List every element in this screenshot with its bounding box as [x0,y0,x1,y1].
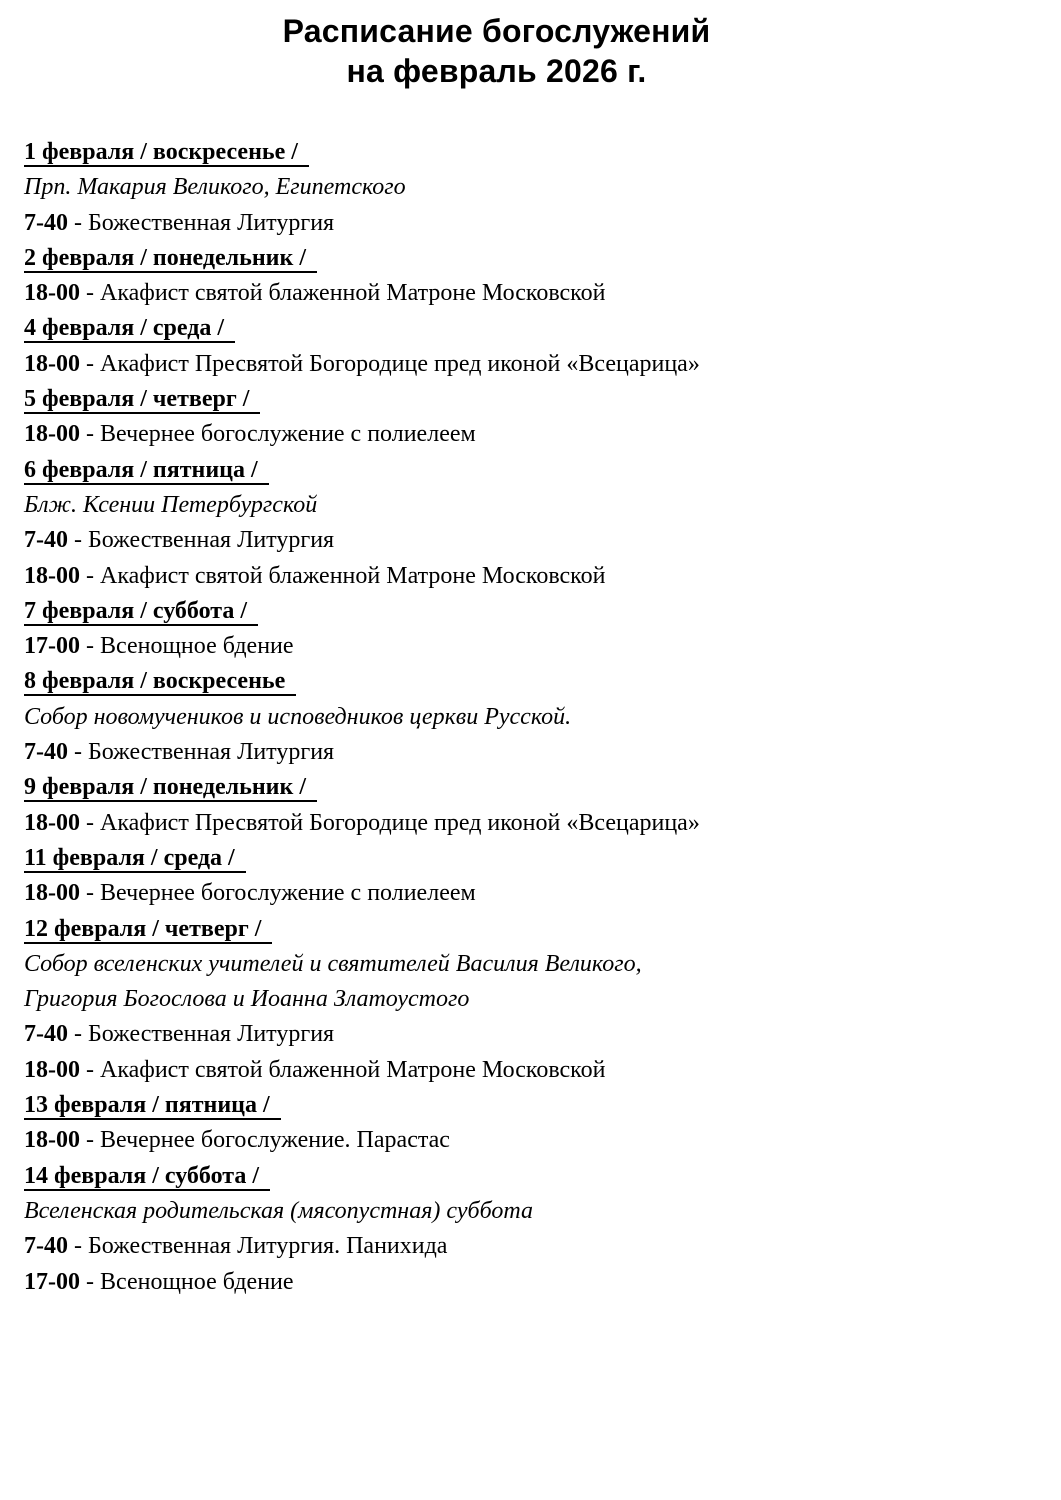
separator: - [80,562,100,589]
schedule-entry [24,841,969,912]
separator: - [80,1268,100,1295]
date-heading: 12 февраля / четверг / [24,917,272,944]
service-time: 7-40 [24,527,68,554]
separator: - [68,1021,88,1048]
schedule-entry [24,912,969,1088]
schedule-entry [24,770,969,841]
service-name: Божественная Литургия [88,209,335,236]
separator: - [68,527,88,554]
date-heading: 6 февраля / пятница / [24,458,269,485]
service-name: Акафист святой блаженной Матроне Московской [100,562,606,589]
schedule-entry [24,453,969,594]
schedule-entry [24,1088,969,1159]
service-name: Божественная Литургия [88,1021,335,1048]
service-line [24,1123,969,1158]
service-name: Божественная Литургия. Панихида [88,1233,448,1260]
date-heading: 9 февраля / понедельник / [24,775,317,802]
date-heading: 2 февраля / понедельник / [24,246,317,273]
service-line [24,206,969,241]
service-time: 18-00 [24,880,80,907]
feast-note: Прп. Макария Великого, Египетского [24,174,406,201]
service-time: 18-00 [24,1127,80,1154]
service-time: 7-40 [24,209,68,236]
feast-note: Собор вселенских учителей и святителей Василия Великого, [24,950,642,977]
service-name: Акафист Пресвятой Богородице пред иконой «Всецарица» [100,350,700,377]
service-time: 7-40 [24,1021,68,1048]
service-time: 18-00 [24,280,80,307]
service-line [24,417,969,452]
service-line [24,276,969,311]
date-heading: 5 февраля / четверг / [24,387,260,414]
service-name: Божественная Литургия [88,739,335,766]
date-heading: 11 февраля / среда / [24,846,246,873]
service-time: 7-40 [24,739,68,766]
date-heading: 7 февраля / суббота / [24,599,258,626]
service-line [24,559,969,594]
title-line-2: на февраль 2026 г. [346,53,647,89]
feast-note: Григория Богослова и Иоанна Златоустого [24,986,470,1013]
separator: - [80,633,100,660]
service-line [24,1265,969,1300]
separator: - [80,280,100,307]
separator: - [80,350,100,377]
document-title [24,11,969,91]
separator: - [80,880,100,907]
schedule-entry [24,1159,969,1300]
feast-note: Блж. Ксении Петербургской [24,491,318,518]
service-line [24,806,969,841]
schedule-list [24,135,969,1300]
service-time: 18-00 [24,421,80,448]
service-line [24,347,969,382]
schedule-entry [24,594,969,665]
service-time: 18-00 [24,562,80,589]
service-name: Вечернее богослужение с полиелеем [100,880,476,907]
date-heading: 1 февраля / воскресенье / [24,140,309,167]
service-time: 17-00 [24,1268,80,1295]
service-name: Божественная Литургия [88,527,335,554]
service-line [24,523,969,558]
service-name: Вечернее богослужение. Парастас [100,1127,450,1154]
separator: - [80,1056,100,1083]
schedule-entry [24,664,969,770]
date-heading: 8 февраля / воскресенье [24,669,296,696]
service-name: Вечернее богослужение с полиелеем [100,421,476,448]
service-line [24,735,969,770]
service-time: 17-00 [24,633,80,660]
schedule-entry [24,135,969,241]
service-line [24,876,969,911]
schedule-entry [24,311,969,382]
service-name: Акафист Пресвятой Богородице пред иконой «Всецарица» [100,809,700,836]
service-time: 7-40 [24,1233,68,1260]
service-line [24,1017,969,1052]
separator: - [80,809,100,836]
schedule-entry [24,382,969,453]
service-name: Всенощное бдение [100,633,294,660]
service-line [24,1229,969,1264]
service-line [24,1053,969,1088]
service-name: Всенощное бдение [100,1268,294,1295]
service-time: 18-00 [24,809,80,836]
date-heading: 14 февраля / суббота / [24,1164,270,1191]
service-time: 18-00 [24,350,80,377]
separator: - [68,1233,88,1260]
separator: - [68,209,88,236]
service-time: 18-00 [24,1056,80,1083]
schedule-entry [24,241,969,312]
service-line [24,629,969,664]
date-heading: 13 февраля / пятница / [24,1093,281,1120]
service-name: Акафист святой блаженной Матроне Московской [100,1056,606,1083]
service-name: Акафист святой блаженной Матроне Московской [100,280,606,307]
date-heading: 4 февраля / среда / [24,316,235,343]
feast-note: Вселенская родительская (мясопустная) суббота [24,1197,533,1224]
title-line-1: Расписание богослужений [282,13,711,49]
separator: - [68,739,88,766]
feast-note: Собор новомучеников и исповедников церкви Русской. [24,703,572,730]
separator: - [80,1127,100,1154]
separator: - [80,421,100,448]
